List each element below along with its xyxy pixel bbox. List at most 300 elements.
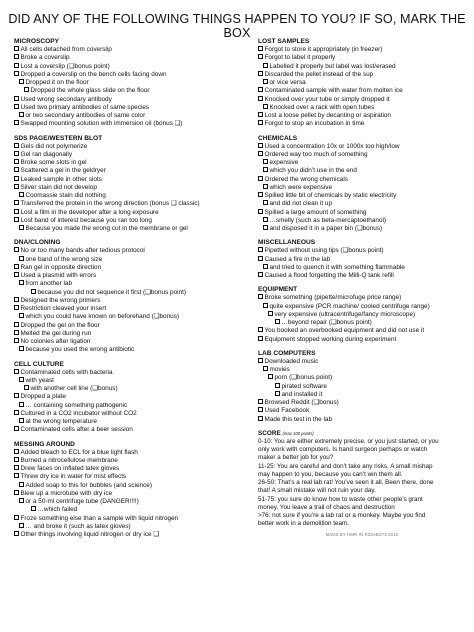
score-line: that! A small mistake will not ruin your day.: [258, 487, 376, 495]
checklist-item: [258, 96, 466, 104]
checkbox[interactable]: [258, 151, 263, 156]
checkbox[interactable]: [19, 280, 24, 285]
checkbox[interactable]: [258, 192, 263, 197]
checklist-item-label: Equipment stopped working during experiment: [264, 335, 397, 343]
checklist-item-label: Labelled it properly but label was lost/erased: [269, 62, 396, 70]
score-line: >76: not sure if you’re a lab rat or a monkey. Maybe you find: [258, 512, 426, 519]
checkbox[interactable]: [263, 184, 268, 189]
checklist-item-label: expensive: [269, 159, 299, 166]
checklist-item-label: because you did not sequence it first (❑bonus point): [37, 288, 187, 296]
checkbox[interactable]: [19, 192, 24, 197]
checkbox[interactable]: [263, 217, 268, 222]
checklist-item-label: …which failed: [37, 506, 78, 514]
checklist-item-label: porn (❑bonus point): [274, 374, 333, 382]
checkbox[interactable]: [258, 112, 263, 117]
checkbox[interactable]: [31, 289, 36, 294]
checklist-item-label: Spilled little bit of chemicals by static electricity: [264, 192, 397, 199]
checklist-item: [258, 54, 466, 62]
checklist-item: [258, 303, 466, 311]
checklist-item: [14, 515, 252, 523]
checkbox[interactable]: [14, 369, 19, 374]
checklist-item-label: Lost a film in the developer after a long exposure: [20, 208, 159, 216]
checkbox[interactable]: [19, 498, 24, 503]
checkbox[interactable]: [258, 46, 263, 51]
checkbox[interactable]: [258, 294, 263, 299]
checklist-item-label: and installed it: [281, 390, 323, 398]
checkbox[interactable]: [263, 104, 268, 109]
checklist-item-label: Because you made the wrong cut in the membrane or gel: [25, 225, 188, 232]
checklist-item: [14, 393, 252, 401]
score-line: may happen to you, because you can’t win them all.: [258, 470, 403, 478]
checkbox[interactable]: [258, 358, 263, 363]
checklist-item-label: Restriction cleaved your insert: [20, 305, 107, 312]
checklist-item: [258, 209, 466, 217]
checklist-item: [14, 96, 252, 104]
checkbox[interactable]: [263, 167, 268, 172]
checklist: [258, 46, 466, 129]
checkbox[interactable]: [19, 256, 24, 261]
checkbox[interactable]: [14, 449, 19, 454]
checklist-item-label: with another cell line (❑bonus): [30, 385, 118, 392]
checkbox[interactable]: [14, 247, 19, 252]
checklist-item: [258, 217, 466, 225]
score-title: SCORE: [258, 429, 281, 437]
checklist-item-label: which you could have known on beforehand (❑bonus): [25, 313, 180, 321]
checkbox[interactable]: [14, 176, 19, 181]
section-equipment: [258, 285, 466, 344]
checkbox[interactable]: [19, 377, 24, 382]
checklist-item: [14, 369, 252, 377]
section-heading: MICROSCOPY: [14, 38, 60, 45]
checklist: [258, 358, 466, 424]
checklist-item: [258, 374, 466, 382]
checkbox[interactable]: [263, 79, 268, 84]
section-microscopy: [14, 37, 252, 129]
checklist-item-label: Ran gel in opposite direction: [20, 263, 102, 271]
section-heading: CELL CULTURE: [14, 360, 64, 368]
checkbox[interactable]: [14, 305, 19, 310]
checklist-item: [14, 297, 252, 305]
checkbox[interactable]: [258, 96, 263, 101]
checklist-item: [258, 247, 466, 255]
checklist-item-label: Leaked sample in other slots: [20, 175, 102, 183]
checklist-item: [258, 272, 466, 280]
checklist-item: [14, 104, 252, 112]
checkbox[interactable]: [14, 264, 19, 269]
checklist-item-label: …beyond repair (❑bonus point): [281, 319, 372, 326]
section-lab-computers: [258, 349, 466, 424]
checklist-item-label: Used a plasmid with errors: [20, 272, 97, 279]
page-title: DID ANY OF THE FOLLOWING THINGS HAPPEN TO YOU? IF SO, MARK THE BOX: [8, 12, 466, 40]
checklist-item: [14, 377, 252, 385]
score-line: better work in a demolition team.: [258, 520, 349, 528]
score-line: only work with computers. Is hand surgeon perhaps or watch: [258, 446, 428, 453]
checklist-item: [258, 319, 466, 327]
checklist-item-label: … and broke it (such as latex gloves): [25, 522, 131, 530]
checklist-item: [14, 167, 252, 175]
score-note: (max 100 points): [282, 430, 314, 436]
checklist-item: [14, 280, 252, 288]
section-sds-page-western-blot: [14, 134, 252, 234]
checkbox[interactable]: [258, 327, 263, 332]
score-line: 51-75: you sure do know how to waste other people’s grant: [258, 495, 423, 503]
checklist-item: [258, 176, 466, 184]
checkbox[interactable]: [14, 531, 19, 536]
checklist-item-label: Melted the gel during run: [20, 329, 92, 337]
checklist-item-label: very expensive (ultracentrifuge/fancy microscope): [274, 310, 416, 318]
checklist-item-label: …smelly (such as beta-mercaptoethanol): [269, 216, 387, 224]
checklist-item: [14, 523, 252, 531]
checkbox[interactable]: [14, 465, 19, 470]
checklist: [14, 46, 252, 129]
checklist-item: [258, 336, 466, 344]
checklist-item-label: Dropped a plate: [20, 393, 66, 401]
checkbox[interactable]: [14, 54, 19, 59]
checklist-item-label: Gel ran diagonally: [20, 150, 73, 158]
checklist-item-label: Dropped the whole glass slide on the floor: [30, 87, 150, 95]
section-heading: SDS PAGE/WESTERN BLOT: [14, 134, 103, 142]
checkbox[interactable]: [14, 120, 19, 125]
checkbox[interactable]: [258, 272, 263, 277]
checkbox[interactable]: [14, 515, 19, 520]
section-heading: LOST SAMPLES: [258, 38, 310, 45]
checklist-item-label: Contaminated cells after a beer session: [20, 426, 133, 434]
section-dna-cloning: [14, 238, 252, 354]
score-line: 26-50: That’s a real lab rat! You’ve seen it all. Been there, done: [258, 479, 434, 486]
checklist-item-label: Discarded the pellet instead of the sup: [264, 70, 374, 78]
checklist-item-label: which were expensive: [269, 183, 333, 191]
checkbox[interactable]: [263, 225, 268, 230]
checklist-item: [14, 410, 252, 418]
checklist-item-label: Browsed Reddit (❑bonus): [264, 399, 339, 406]
checkbox[interactable]: [14, 209, 19, 214]
checklist-item-label: Added bleach to ECL for a blue light flash: [20, 448, 138, 456]
section-heading: MESSING AROUND: [14, 440, 75, 448]
checkbox[interactable]: [14, 159, 19, 164]
checklist-item: [14, 506, 252, 514]
checkbox[interactable]: [258, 209, 263, 214]
checklist-item: [258, 71, 466, 79]
checkbox[interactable]: [14, 272, 19, 277]
checklist-item-label: and disposed it in a paper bin (❑bonus): [269, 225, 383, 232]
checkbox[interactable]: [14, 143, 19, 148]
checklist-item: [14, 385, 252, 393]
checklist-item: [258, 294, 466, 302]
checkbox[interactable]: [14, 410, 19, 415]
section-heading: LAB COMPUTERS: [258, 349, 316, 357]
checklist-item-label: Froze something else than a sample with liquid nitrogen: [20, 514, 179, 522]
checklist-item: [258, 159, 466, 167]
checklist-item: [258, 192, 466, 200]
checklist-item: [14, 120, 252, 128]
checkbox[interactable]: [19, 112, 24, 117]
section-heading: DNA/CLONING: [14, 239, 61, 247]
checkbox[interactable]: [258, 120, 263, 125]
checkbox[interactable]: [258, 256, 263, 261]
checkbox[interactable]: [14, 473, 19, 478]
checkbox[interactable]: [263, 159, 268, 164]
checkbox[interactable]: [19, 79, 24, 84]
checklist-item-label: Ordered way too much of something: [264, 150, 368, 158]
checkbox[interactable]: [258, 407, 263, 412]
checklist-item: [14, 176, 252, 184]
checkbox[interactable]: [24, 87, 29, 92]
checklist-item-label: Contaminated sample with water from molten ice: [264, 87, 403, 95]
checklist-item: [14, 79, 252, 87]
checkbox[interactable]: [258, 247, 263, 252]
checklist-item-label: Threw dry ice in water for mist effects: [20, 473, 127, 481]
checklist-item: [14, 112, 252, 120]
checkbox[interactable]: [14, 426, 19, 431]
checklist-item: [14, 482, 252, 490]
checklist-item: [258, 358, 466, 366]
checklist-item-label: Contaminated cells with bacteria: [20, 368, 113, 376]
checklist-item: [258, 200, 466, 208]
checklist-item-label: Dropped it on the floor: [25, 79, 89, 86]
checklist-item-label: … containing something pathogenic: [25, 401, 128, 409]
checklist-item: [258, 407, 466, 415]
checklist-item-label: or vice versa: [269, 79, 306, 86]
checklist-item: [258, 256, 466, 264]
score-line: money. You leave a trail of chaos and destruction: [258, 503, 395, 511]
checkbox[interactable]: [14, 184, 19, 189]
checklist-item: [258, 112, 466, 120]
checkbox[interactable]: [263, 303, 268, 308]
checklist-item: [14, 151, 252, 159]
checklist-item: [258, 366, 466, 374]
checklist-item: [14, 184, 252, 192]
checklist-item-label: Downloaded music: [264, 357, 319, 365]
checklist-item: [14, 143, 252, 151]
checklist-item-label: Transferred the protein in the wrong direction (bonus ❑ classic): [20, 200, 200, 208]
checkbox[interactable]: [14, 217, 19, 222]
checklist-item-label: Used a concentration 10x or 1000x too high/low: [264, 142, 400, 150]
checklist-item: [14, 313, 252, 321]
checkbox[interactable]: [258, 336, 263, 341]
checkbox[interactable]: [14, 297, 19, 302]
checklist-item-label: Used Facebook: [264, 407, 310, 415]
checklist-item: [14, 159, 252, 167]
checklist-item: [14, 256, 252, 264]
checkbox[interactable]: [19, 418, 24, 423]
checklist-item: [14, 264, 252, 272]
checklist-item-label: one band of the wrong size: [25, 255, 103, 263]
checkbox[interactable]: [19, 346, 24, 351]
checklist-item-label: Caused a flood forgetting the Milli-Q tank refill: [264, 272, 394, 279]
checklist-item-label: Broke something (pipette/microfuge price range): [264, 294, 402, 302]
checklist-item-label: Ordered the wrong chemicals: [264, 175, 348, 183]
checkbox[interactable]: [31, 506, 36, 511]
checklist-item-label: Lost band of interest because you ran too long: [20, 216, 152, 224]
checklist-item: [14, 247, 252, 255]
checklist-item: [258, 120, 466, 128]
checklist-item-label: Knocked over your tube or simply dropped it: [264, 95, 390, 103]
checkbox[interactable]: [19, 523, 24, 528]
checklist: [14, 449, 252, 540]
section-messing-around: [14, 440, 252, 540]
checklist-item-label: Caused a fire in the lab: [264, 255, 331, 263]
checklist-item: [14, 531, 252, 539]
checklist-item: [14, 338, 252, 346]
checklist-item: [258, 225, 466, 233]
checklist-item: [14, 289, 252, 297]
checklist-item: [14, 71, 252, 79]
checklist-item-label: Cultured in a CO2 incubator without CO2: [20, 409, 137, 417]
checklist: [258, 294, 466, 344]
checkbox[interactable]: [24, 385, 29, 390]
checkbox[interactable]: [14, 322, 19, 327]
checklist-item-label: at the wrong temperature: [25, 418, 97, 425]
checklist-item: [258, 63, 466, 71]
checklist-item-label: Dropped a coverslip on the bench cells facing down: [20, 70, 167, 78]
checkbox[interactable]: [19, 402, 24, 407]
score-lines: [258, 438, 466, 529]
checklist-item-label: and did not clean it up: [269, 200, 333, 208]
section-cell-culture: [14, 360, 252, 435]
score-line: 0-10: You are either extremely precise, or you just started, or you: [258, 437, 439, 445]
checkbox[interactable]: [14, 151, 19, 156]
section-heading: MISCELLANEOUS: [258, 239, 316, 247]
checklist-item: [14, 498, 252, 506]
checklist-item: [14, 63, 252, 71]
checklist-item-label: Blew up a microtube with dry ice: [20, 489, 113, 497]
checklist-item: [258, 184, 466, 192]
checklist-item-label: Forgot to store it appropriately (in freezer): [264, 46, 383, 53]
checklist-item: [14, 418, 252, 426]
checkbox[interactable]: [14, 490, 19, 495]
checkbox[interactable]: [19, 313, 24, 318]
checklist-item: [14, 402, 252, 410]
checklist-item-label: All cells detached from coverslip: [20, 46, 112, 53]
checklist-item: [258, 391, 466, 399]
score-line: 11-25: You are careful and don’t take any risks. A small mishap: [258, 462, 433, 470]
checkbox[interactable]: [19, 482, 24, 487]
checklist-item-label: Spilled a large amount of something: [264, 208, 367, 216]
checkbox[interactable]: [14, 393, 19, 398]
checkbox[interactable]: [19, 225, 24, 230]
checklist: [258, 143, 466, 234]
checkbox[interactable]: [275, 383, 280, 388]
checkbox[interactable]: [263, 366, 268, 371]
checkbox[interactable]: [258, 71, 263, 76]
checklist-item-label: Used wrong secondary antibody: [20, 95, 112, 103]
checklist-item-label: or two secondary antibodies of same color: [25, 112, 146, 119]
section-heading: EQUIPMENT: [258, 286, 298, 294]
score-section: [258, 429, 466, 537]
right-column: [258, 37, 466, 537]
score-heading: [258, 429, 466, 438]
checklist-item: [14, 330, 252, 338]
checklist-item-label: Swapped mounting solution with immersion oil (bonus ❑): [20, 120, 183, 128]
checklist-item-label: Scattered a gel in the geldryer: [20, 167, 106, 175]
checkbox[interactable]: [14, 96, 19, 101]
credit: MADE BY HMR IN R33ABS73 2012: [325, 531, 399, 537]
checklist-item: [14, 490, 252, 498]
checklist-item-label: Added soap to this for bubbles (and science): [25, 481, 152, 489]
checklist-item: [14, 449, 252, 457]
checklist-item-label: Made this test in the lab: [264, 415, 332, 423]
section-miscellaneous: [258, 238, 466, 280]
checklist-item-label: Burned a nitrocellulose membrane: [20, 456, 118, 464]
checklist-item: [258, 151, 466, 159]
section-lost-samples: [258, 37, 466, 129]
checklist-item: [258, 327, 466, 335]
checklist-item: [258, 311, 466, 319]
checkbox[interactable]: [263, 200, 268, 205]
checkbox[interactable]: [14, 71, 19, 76]
checkbox[interactable]: [14, 338, 19, 343]
checklist: [258, 247, 466, 280]
checklist-item: [14, 457, 252, 465]
checkbox[interactable]: [14, 63, 19, 68]
checklist-item: [258, 87, 466, 95]
checklist: [14, 143, 252, 234]
checklist-item: [14, 473, 252, 481]
checklist-item-label: pirated software: [281, 382, 327, 390]
checklist-item: [14, 87, 252, 95]
checklist-item: [14, 217, 252, 225]
checkbox[interactable]: [275, 391, 280, 396]
checklist-item-label: quite expensive (PCR machine/ cooled centrifuge range): [269, 302, 430, 310]
checklist-item: [14, 272, 252, 280]
checklist-item-label: Knocked over a rack with open tubes: [269, 103, 375, 111]
checkbox[interactable]: [258, 416, 263, 421]
checklist-item-label: from another lab: [25, 280, 73, 288]
checklist: [14, 247, 252, 354]
checklist: [14, 369, 252, 435]
checkbox[interactable]: [263, 264, 268, 269]
checkbox[interactable]: [258, 399, 263, 404]
checkbox[interactable]: [275, 319, 280, 324]
checkbox[interactable]: [268, 374, 273, 379]
section-heading: CHEMICALS: [258, 134, 298, 142]
checklist-item: [258, 383, 466, 391]
checklist-item: [14, 46, 252, 54]
checklist-item-label: Drew faces on inflated latex gloves: [20, 465, 120, 472]
checklist-item: [258, 167, 466, 175]
checkbox[interactable]: [14, 200, 19, 205]
left-column: [14, 37, 252, 539]
checklist-item-label: No colonies after ligation: [20, 338, 91, 345]
checklist-item-label: Broke some slots in gel: [20, 159, 87, 166]
checklist-item: [258, 143, 466, 151]
checkbox[interactable]: [258, 143, 263, 148]
checkbox[interactable]: [258, 54, 263, 59]
checklist-item-label: or a 50-ml centrifuge tube (DANGER!!!!): [25, 498, 139, 505]
checkbox[interactable]: [258, 87, 263, 92]
checkbox[interactable]: [14, 330, 19, 335]
checkbox[interactable]: [14, 167, 19, 172]
checklist-item: [258, 399, 466, 407]
checkbox[interactable]: [14, 457, 19, 462]
checkbox[interactable]: [14, 46, 19, 51]
checklist-item: [14, 346, 252, 354]
section-chemicals: [258, 134, 466, 234]
checklist-item: [14, 465, 252, 473]
checkbox[interactable]: [268, 311, 273, 316]
checklist-item-label: Broke a coverslip: [20, 54, 70, 62]
checkbox[interactable]: [14, 104, 19, 109]
checklist-item-label: Coomassie stain did nothing: [25, 192, 106, 199]
checklist-item-label: which you didn’t use in the end: [269, 167, 357, 175]
checklist-item-label: Lost a loose pellet by decanting or aspiration: [264, 112, 391, 119]
checklist-item-label: Pipetted without using tips (❑bonus point): [264, 247, 384, 255]
checkbox[interactable]: [258, 176, 263, 181]
checklist-item-label: Gels did not polymerize: [20, 142, 88, 150]
checkbox[interactable]: [263, 63, 268, 68]
checklist-item: [14, 54, 252, 62]
checklist-item: [258, 264, 466, 272]
